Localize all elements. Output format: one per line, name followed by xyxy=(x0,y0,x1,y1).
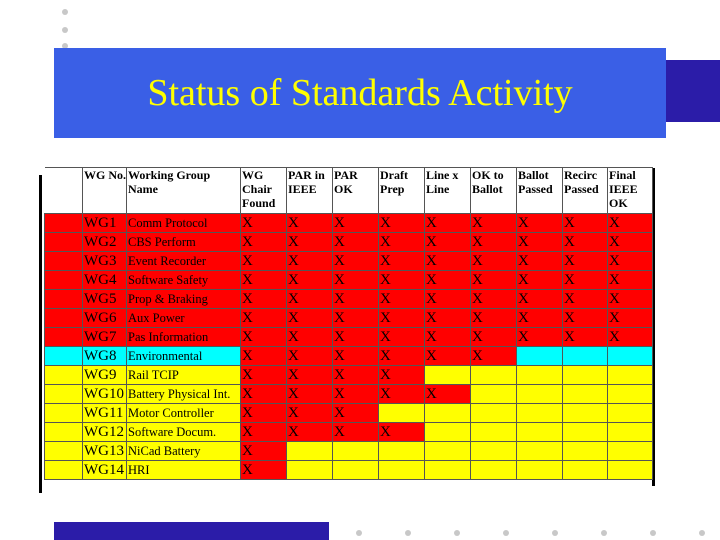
table-body xyxy=(45,214,653,480)
wg-name-cell: Environmental xyxy=(127,347,241,366)
status-cell: X xyxy=(471,252,517,271)
status-cell: X xyxy=(471,328,517,347)
row-lead-cell xyxy=(45,328,83,347)
status-cell xyxy=(379,442,425,461)
status-cell: X xyxy=(287,423,333,442)
table-row xyxy=(45,442,653,461)
wg-name-cell: Software Safety xyxy=(127,271,241,290)
status-cell: X xyxy=(333,290,379,309)
status-cell: X xyxy=(333,385,379,404)
row-lead-cell xyxy=(45,461,83,480)
status-cell xyxy=(425,461,471,480)
status-cell: X xyxy=(333,347,379,366)
status-cell: X xyxy=(379,309,425,328)
status-cell: X xyxy=(379,366,425,385)
status-cell: X xyxy=(471,271,517,290)
status-cell xyxy=(608,385,653,404)
status-cell: X xyxy=(379,290,425,309)
row-lead-cell xyxy=(45,423,83,442)
status-cell: X xyxy=(608,233,653,252)
status-cell: X xyxy=(241,271,287,290)
row-lead-cell xyxy=(45,271,83,290)
status-cell: X xyxy=(379,347,425,366)
status-cell: X xyxy=(333,252,379,271)
table-row xyxy=(45,271,653,290)
status-cell xyxy=(563,385,608,404)
status-cell: X xyxy=(517,233,563,252)
wg-name-cell: HRI xyxy=(127,461,241,480)
status-cell: X xyxy=(425,233,471,252)
left-rule xyxy=(39,175,42,493)
wg-number-cell: WG4 xyxy=(83,271,127,290)
wg-number-cell: WG1 xyxy=(83,214,127,233)
wg-number-cell: WG8 xyxy=(83,347,127,366)
table-row xyxy=(45,233,653,252)
status-cell: X xyxy=(425,328,471,347)
wg-name-cell: CBS Perform xyxy=(127,233,241,252)
table-row xyxy=(45,404,653,423)
row-lead-cell xyxy=(45,214,83,233)
status-cell: X xyxy=(379,423,425,442)
wg-number-cell: WG10 xyxy=(83,385,127,404)
row-lead-cell xyxy=(45,385,83,404)
status-cell: X xyxy=(517,252,563,271)
page-title: Status of Standards Activity xyxy=(147,72,573,114)
status-cell: X xyxy=(333,309,379,328)
status-cell: X xyxy=(333,423,379,442)
status-cell: X xyxy=(333,404,379,423)
decor-dot xyxy=(650,530,656,536)
status-cell: X xyxy=(287,347,333,366)
status-cell: X xyxy=(333,366,379,385)
table-row xyxy=(45,423,653,442)
status-cell: X xyxy=(379,385,425,404)
column-header: Line x Line xyxy=(425,168,471,214)
status-cell: X xyxy=(287,290,333,309)
status-cell: X xyxy=(608,290,653,309)
status-cell xyxy=(517,461,563,480)
bottom-accent-bar xyxy=(54,522,329,540)
status-cell xyxy=(471,404,517,423)
status-cell xyxy=(333,461,379,480)
wg-name-cell: NiCad Battery xyxy=(127,442,241,461)
row-lead-cell xyxy=(45,309,83,328)
status-cell xyxy=(517,404,563,423)
status-cell xyxy=(287,442,333,461)
status-cell xyxy=(517,347,563,366)
decor-dot xyxy=(62,9,68,15)
wg-number-cell: WG6 xyxy=(83,309,127,328)
status-cell: X xyxy=(241,385,287,404)
column-header: WG No. xyxy=(83,168,127,214)
wg-number-cell: WG7 xyxy=(83,328,127,347)
status-cell: X xyxy=(471,214,517,233)
status-cell: X xyxy=(333,328,379,347)
status-cell: X xyxy=(333,214,379,233)
status-cell: X xyxy=(241,328,287,347)
status-cell: X xyxy=(608,214,653,233)
column-header: Final IEEE OK xyxy=(608,168,653,214)
status-cell: X xyxy=(608,252,653,271)
status-cell xyxy=(563,461,608,480)
status-cell: X xyxy=(517,309,563,328)
status-cell: X xyxy=(563,252,608,271)
status-cell: X xyxy=(471,233,517,252)
status-cell: X xyxy=(241,442,287,461)
status-cell xyxy=(608,366,653,385)
status-cell: X xyxy=(471,290,517,309)
status-cell: X xyxy=(333,233,379,252)
status-cell: X xyxy=(241,461,287,480)
wg-name-cell: Battery Physical Int. xyxy=(127,385,241,404)
wg-name-cell: Event Recorder xyxy=(127,252,241,271)
status-cell xyxy=(425,404,471,423)
status-cell: X xyxy=(425,271,471,290)
status-cell xyxy=(425,442,471,461)
wg-number-cell: WG11 xyxy=(83,404,127,423)
decor-dot xyxy=(699,530,705,536)
status-cell: X xyxy=(425,385,471,404)
status-cell: X xyxy=(241,214,287,233)
status-cell: X xyxy=(241,290,287,309)
wg-name-cell: Rail TCIP xyxy=(127,366,241,385)
status-cell xyxy=(333,442,379,461)
wg-number-cell: WG2 xyxy=(83,233,127,252)
wg-name-cell: Aux Power xyxy=(127,309,241,328)
status-cell: X xyxy=(563,233,608,252)
wg-name-cell: Motor Controller xyxy=(127,404,241,423)
status-cell xyxy=(471,385,517,404)
status-cell xyxy=(425,423,471,442)
status-cell: X xyxy=(471,347,517,366)
wg-number-cell: WG3 xyxy=(83,252,127,271)
status-cell: X xyxy=(241,252,287,271)
table-row xyxy=(45,461,653,480)
status-cell: X xyxy=(287,252,333,271)
status-cell xyxy=(379,404,425,423)
status-cell: X xyxy=(287,366,333,385)
column-header: OK to Ballot xyxy=(471,168,517,214)
status-cell: X xyxy=(379,214,425,233)
decor-dot xyxy=(405,530,411,536)
status-cell: X xyxy=(241,233,287,252)
status-cell xyxy=(471,366,517,385)
decor-dot xyxy=(62,27,68,33)
row-lead-cell xyxy=(45,233,83,252)
status-cell: X xyxy=(287,309,333,328)
table-row xyxy=(45,366,653,385)
status-cell: X xyxy=(517,328,563,347)
status-cell: X xyxy=(379,233,425,252)
table-row xyxy=(45,309,653,328)
status-cell: X xyxy=(425,252,471,271)
status-cell: X xyxy=(563,309,608,328)
table-header-row xyxy=(45,168,653,214)
status-cell: X xyxy=(379,252,425,271)
status-cell xyxy=(379,461,425,480)
status-cell xyxy=(608,442,653,461)
row-lead-cell xyxy=(45,366,83,385)
wg-number-cell: WG13 xyxy=(83,442,127,461)
wg-name-cell: Comm Protocol xyxy=(127,214,241,233)
status-cell xyxy=(563,442,608,461)
status-cell: X xyxy=(563,214,608,233)
status-cell: X xyxy=(425,309,471,328)
status-cell xyxy=(563,404,608,423)
status-cell xyxy=(287,461,333,480)
status-cell: X xyxy=(333,271,379,290)
status-cell: X xyxy=(471,309,517,328)
status-cell: X xyxy=(287,328,333,347)
status-cell: X xyxy=(241,366,287,385)
wg-number-cell: WG9 xyxy=(83,366,127,385)
decor-dot xyxy=(503,530,509,536)
status-cell xyxy=(608,423,653,442)
column-header: Draft Prep xyxy=(379,168,425,214)
decor-dot xyxy=(454,530,460,536)
row-lead-cell xyxy=(45,347,83,366)
status-cell xyxy=(563,347,608,366)
status-cell: X xyxy=(287,404,333,423)
status-table xyxy=(44,167,653,480)
table-row xyxy=(45,385,653,404)
wg-name-cell: Software Docum. xyxy=(127,423,241,442)
status-cell xyxy=(425,366,471,385)
column-header: WG Chair Found xyxy=(241,168,287,214)
status-cell xyxy=(517,385,563,404)
status-cell: X xyxy=(608,328,653,347)
status-cell xyxy=(517,423,563,442)
decor-dot xyxy=(356,530,362,536)
status-cell xyxy=(517,442,563,461)
column-header: Ballot Passed xyxy=(517,168,563,214)
wg-number-cell: WG14 xyxy=(83,461,127,480)
column-header: Recirc Passed xyxy=(563,168,608,214)
status-cell xyxy=(563,423,608,442)
row-lead-cell xyxy=(45,252,83,271)
table-row xyxy=(45,252,653,271)
status-cell: X xyxy=(287,233,333,252)
row-lead-cell xyxy=(45,404,83,423)
status-cell xyxy=(471,461,517,480)
table-row xyxy=(45,347,653,366)
table-row xyxy=(45,290,653,309)
status-cell: X xyxy=(379,271,425,290)
decor-dot xyxy=(552,530,558,536)
status-cell: X xyxy=(241,347,287,366)
row-lead-cell xyxy=(45,442,83,461)
side-accent-bar xyxy=(666,60,720,122)
status-cell: X xyxy=(241,404,287,423)
column-header: PAR in IEEE xyxy=(287,168,333,214)
status-cell: X xyxy=(425,347,471,366)
table-row xyxy=(45,214,653,233)
wg-name-cell: Prop & Braking xyxy=(127,290,241,309)
column-header: PAR OK xyxy=(333,168,379,214)
status-cell: X xyxy=(287,271,333,290)
status-cell: X xyxy=(563,271,608,290)
status-cell xyxy=(608,461,653,480)
status-cell: X xyxy=(563,328,608,347)
status-cell: X xyxy=(517,290,563,309)
table-row xyxy=(45,328,653,347)
wg-number-cell: WG12 xyxy=(83,423,127,442)
row-lead-cell xyxy=(45,290,83,309)
title-banner xyxy=(54,48,666,138)
row-lead-spacer xyxy=(45,168,83,214)
status-cell: X xyxy=(241,309,287,328)
status-cell: X xyxy=(517,214,563,233)
status-cell: X xyxy=(517,271,563,290)
status-cell: X xyxy=(425,214,471,233)
status-cell xyxy=(471,442,517,461)
status-cell: X xyxy=(608,309,653,328)
column-header: Working Group Name xyxy=(127,168,241,214)
status-cell xyxy=(563,366,608,385)
wg-name-cell: Pas Information xyxy=(127,328,241,347)
wg-number-cell: WG5 xyxy=(83,290,127,309)
status-cell xyxy=(608,347,653,366)
decor-dot xyxy=(601,530,607,536)
status-cell: X xyxy=(241,423,287,442)
status-cell xyxy=(608,404,653,423)
status-cell: X xyxy=(287,214,333,233)
status-cell xyxy=(471,423,517,442)
status-cell: X xyxy=(608,271,653,290)
status-cell: X xyxy=(379,328,425,347)
status-table-container xyxy=(44,167,652,480)
status-cell xyxy=(517,366,563,385)
status-cell: X xyxy=(425,290,471,309)
status-cell: X xyxy=(563,290,608,309)
status-cell: X xyxy=(287,385,333,404)
